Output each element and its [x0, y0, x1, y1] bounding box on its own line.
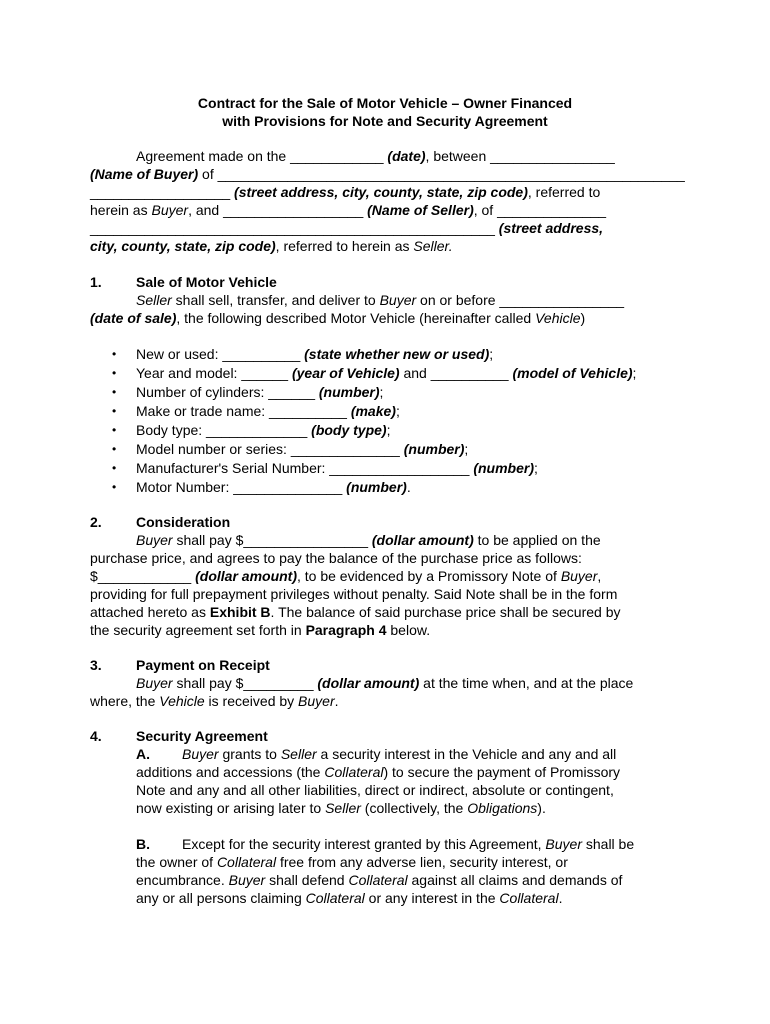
section-2-line-2: purchase price, and agrees to pay the balance of the purchase price as follows: — [90, 550, 582, 566]
section-4a-line-3: Note and any and all other liabilities, direct or indirect, absolute or contingent, — [136, 782, 614, 798]
bullet-icon: • — [112, 480, 117, 494]
section-4b-line-1: Except for the security interest granted by this Agreement, Buyer shall be — [182, 836, 635, 852]
list-item: Motor Number: ______________ (number). — [136, 479, 411, 495]
section-4a-line-1: Buyer grants to Seller a security interest in the Vehicle and any and all — [182, 746, 617, 762]
section-1-line-2: (date of sale), the following described Motor Vehicle (hereinafter called Vehicle) — [90, 310, 586, 326]
section-4b-line-2: the owner of Collateral free from any adverse lien, security interest, or — [136, 854, 568, 870]
section-4b-line-4: any or all persons claiming Collateral or any interest in the Collateral. — [136, 890, 563, 906]
section-3-heading: Payment on Receipt — [136, 657, 270, 673]
intro-line-6: city, county, state, zip code), referred to herein as Seller. — [90, 238, 453, 254]
document-subtitle: with Provisions for Note and Security Agreement — [222, 113, 548, 129]
section-2-line-4: providing for full prepayment privileges without penalty. Said Note shall be in the form — [90, 586, 618, 602]
intro-line-2: (Name of Buyer) of ____________________________________________________________ — [90, 166, 685, 182]
intro-line-5: ____________________________________________________ (street address, — [90, 220, 604, 236]
bullet-icon: • — [112, 442, 117, 456]
section-2-heading: Consideration — [136, 514, 231, 530]
section-4b-line-3: encumbrance. Buyer shall defend Collateral against all claims and demands of — [136, 872, 623, 888]
section-4-number: 4. — [90, 728, 102, 744]
bullet-icon: • — [112, 461, 117, 475]
bullet-icon: • — [112, 423, 117, 437]
intro-line-1: Agreement made on the ____________ (date), between ________________ — [136, 148, 615, 164]
section-4b-label: B. — [136, 836, 150, 852]
bullet-icon: • — [112, 404, 117, 418]
section-3-number: 3. — [90, 657, 102, 673]
section-1-line-1: Seller shall sell, transfer, and deliver to Buyer on or before ________________ — [136, 292, 625, 308]
list-item: Manufacturer's Serial Number: __________________ (number); — [136, 460, 538, 476]
section-3-line-1: Buyer shall pay $_________ (dollar amount) at the time when, and at the place — [136, 675, 634, 691]
section-4a-line-2: additions and accessions (the Collateral) to secure the payment of Promissory — [136, 764, 621, 780]
section-4a-line-4: now existing or arising later to Seller (collectively, the Obligations). — [136, 800, 546, 816]
section-1-number: 1. — [90, 274, 102, 290]
list-item: Year and model: ______ (year of Vehicle) and __________ (model of Vehicle); — [136, 365, 637, 381]
list-item: New or used: __________ (state whether new or used); — [136, 346, 494, 362]
section-4-heading: Security Agreement — [136, 728, 268, 744]
section-3-line-2: where, the Vehicle is received by Buyer. — [90, 693, 339, 709]
section-2-line-1: Buyer shall pay $________________ (dollar amount) to be applied on the — [136, 532, 601, 548]
list-item: Make or trade name: __________ (make); — [136, 403, 400, 419]
document-title: Contract for the Sale of Motor Vehicle – Owner Financed — [197, 95, 573, 111]
section-4a-label: A. — [136, 746, 150, 762]
bullet-icon: • — [112, 385, 117, 399]
list-item: Body type: _____________ (body type); — [136, 422, 391, 438]
section-2-line-6: the security agreement set forth in Paragraph 4 below. — [90, 622, 431, 638]
list-item: Number of cylinders: ______ (number); — [136, 384, 384, 400]
section-2-number: 2. — [90, 514, 102, 530]
list-item: Model number or series: ______________ (number); — [136, 441, 469, 457]
section-2-line-3: $____________ (dollar amount), to be evidenced by a Promissory Note of Buyer, — [90, 568, 602, 584]
intro-line-3: __________________ (street address, city, county, state, zip code), referred to — [90, 184, 601, 200]
section-2-line-5: attached hereto as Exhibit B. The balance of said purchase price shall be secured by — [90, 604, 621, 620]
intro-line-4: herein as Buyer, and __________________ (Name of Seller), of ______________ — [90, 202, 607, 218]
bullet-icon: • — [112, 366, 117, 380]
section-1-heading: Sale of Motor Vehicle — [136, 274, 277, 290]
bullet-icon: • — [112, 347, 117, 361]
